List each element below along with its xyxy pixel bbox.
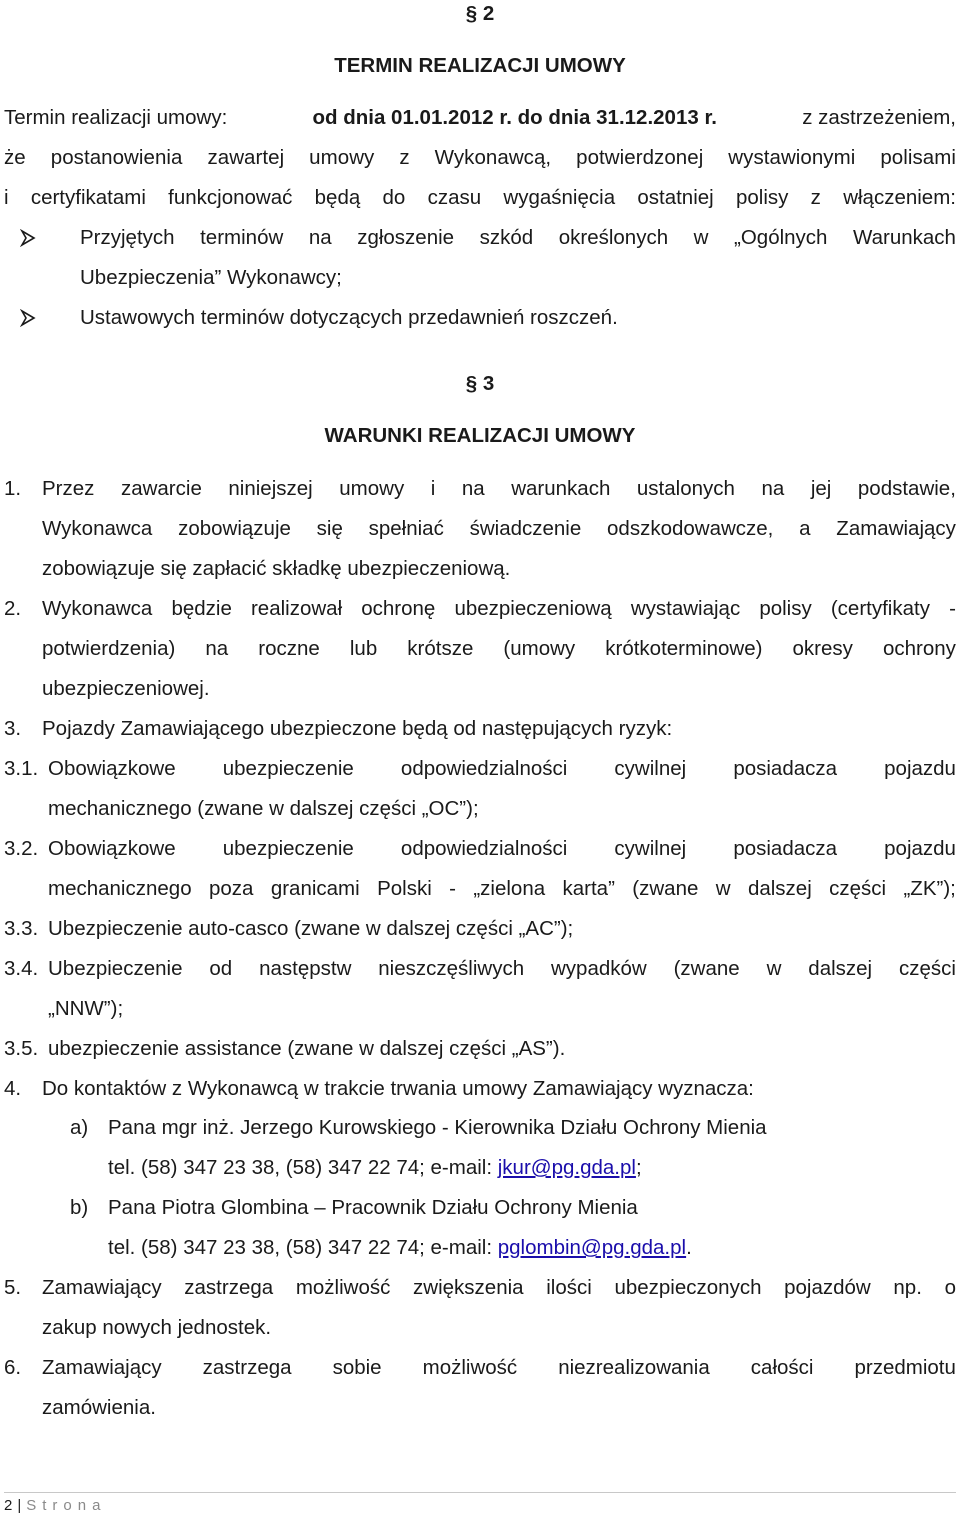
word: z — [399, 146, 410, 169]
sub-item-letter: b) — [70, 1196, 89, 1219]
word: na — [205, 637, 229, 660]
item-number: 1. — [4, 477, 22, 500]
word: będą — [314, 186, 361, 209]
paragraph-line: Pana Piotra Glombina – Pracownik Działu Ochrony Mienia — [108, 1196, 638, 1219]
page-number: 2 — [4, 1497, 13, 1514]
word: Przez — [42, 477, 95, 500]
word: zastrzega — [184, 1276, 274, 1299]
word: (zwane — [673, 957, 740, 980]
contact-line — [108, 1236, 692, 1260]
contact-line — [108, 1156, 642, 1180]
word: od — [209, 957, 233, 980]
item-number: 4. — [4, 1077, 22, 1100]
word: - — [949, 597, 956, 620]
word: krótkoterminowe) — [605, 637, 763, 660]
word: w — [766, 957, 782, 980]
bullet-item-line: Ustawowych terminów dotyczących przedawnień roszczeń. — [80, 306, 618, 329]
word: ubezpieczonych — [614, 1276, 762, 1299]
bullet-item-line — [80, 226, 956, 250]
word: na — [308, 226, 332, 249]
word: Wykonawca — [42, 597, 153, 620]
word: roczne — [258, 637, 320, 660]
word: Wykonawca — [42, 517, 153, 540]
word: certyfikatami — [30, 186, 146, 209]
word: posiadacza — [733, 837, 838, 860]
word: Obowiązkowe — [48, 757, 176, 780]
word: będzie — [171, 597, 232, 620]
word: włączeniem: — [843, 186, 956, 209]
word: ilości — [546, 1276, 592, 1299]
item-number: 3.4. — [4, 957, 39, 980]
paragraph-line — [4, 186, 956, 210]
item-number: 3.5. — [4, 1037, 39, 1060]
intro-prefix: Termin realizacji umowy: — [4, 106, 228, 129]
word: ochronę — [361, 597, 436, 620]
word: całości — [750, 1356, 814, 1379]
item-number: 3.2. — [4, 837, 39, 860]
word: karta” — [562, 877, 615, 900]
section-title: TERMIN REALIZACJI UMOWY — [334, 54, 626, 77]
word: krótsze — [407, 637, 474, 660]
word: się — [316, 517, 343, 540]
word: z — [810, 186, 821, 209]
word: „Ogólnych — [734, 226, 828, 249]
word: przedmiotu — [854, 1356, 956, 1379]
intro-dates: od dnia 01.01.2012 r. do dnia 31.12.2013 r. — [312, 106, 717, 129]
paragraph-line — [48, 757, 956, 781]
word: ubezpieczeniową — [454, 597, 612, 620]
email-link[interactable]: jkur@pg.gda.pl — [497, 1156, 636, 1179]
footer-separator: | — [17, 1497, 22, 1514]
paragraph-line — [42, 477, 956, 501]
word: zobowiązuje — [178, 517, 291, 540]
word: jej — [810, 477, 832, 500]
word: np. — [893, 1276, 922, 1299]
paragraph-line — [42, 1276, 956, 1300]
word: Ubezpieczenie — [48, 957, 183, 980]
word: Wykonawcą, — [434, 146, 552, 169]
word: cywilnej — [614, 837, 687, 860]
word: potwierdzonej — [576, 146, 704, 169]
word: możliwość — [295, 1276, 391, 1299]
word: zawartej — [207, 146, 285, 169]
item-number: 3. — [4, 717, 22, 740]
paragraph-line: Pojazdy Zamawiającego ubezpieczone będą od następujących ryzyk: — [42, 717, 673, 740]
word: - — [449, 877, 456, 900]
footer-divider — [4, 1492, 956, 1493]
word: na — [761, 477, 785, 500]
paragraph-line: zamówienia. — [42, 1396, 156, 1419]
word: pojazdów — [784, 1276, 871, 1299]
word: nieszczęśliwych — [378, 957, 525, 980]
contact-phone: tel. (58) 347 23 38, (58) 347 22 74; e-mail: — [108, 1236, 498, 1259]
word: do — [382, 186, 406, 209]
word: zawarcie — [120, 477, 202, 500]
word: (certyfikaty — [830, 597, 930, 620]
word: dalszej — [808, 957, 873, 980]
word: szkód — [479, 226, 534, 249]
email-link[interactable]: pglombin@pg.gda.pl — [497, 1236, 687, 1259]
paragraph-line: Pana mgr inż. Jerzego Kurowskiego - Kierownika Działu Ochrony Mienia — [108, 1116, 767, 1139]
word: postanowienia — [50, 146, 183, 169]
word: polisy — [759, 597, 812, 620]
word: ubezpieczenie — [222, 757, 354, 780]
bullet-item-line: Ubezpieczenia” Wykonawcy; — [80, 266, 342, 289]
word: zgłoszenie — [357, 226, 455, 249]
item-number: 3.3. — [4, 917, 39, 940]
word: ustalonych — [636, 477, 735, 500]
contact-phone: tel. (58) 347 23 38, (58) 347 22 74; e-mail: — [108, 1156, 498, 1179]
word: odpowiedzialności — [400, 757, 568, 780]
word: wypadków — [551, 957, 647, 980]
word: okresy — [792, 637, 853, 660]
word: polisy — [735, 186, 789, 209]
word: realizował — [250, 597, 343, 620]
word: sobie — [332, 1356, 382, 1379]
word: możliwość — [422, 1356, 518, 1379]
punctuation: . — [686, 1236, 692, 1259]
word: terminów — [200, 226, 284, 249]
word: poza — [208, 877, 254, 900]
word: i — [4, 186, 9, 209]
paragraph-line — [42, 1356, 956, 1380]
word: mechanicznego — [48, 877, 192, 900]
word: wystawionymi — [728, 146, 856, 169]
word: podstawie, — [857, 477, 956, 500]
arrow-bullet-icon — [20, 309, 36, 327]
word: umowy — [309, 146, 375, 169]
word: wystawiając — [630, 597, 741, 620]
section-title: WARUNKI REALIZACJI UMOWY — [324, 424, 636, 447]
paragraph-line: ubezpieczenie assistance (zwane w dalszej części „AS”). — [48, 1037, 566, 1060]
word: odpowiedzialności — [400, 837, 568, 860]
paragraph-line: ubezpieczeniowej. — [42, 677, 210, 700]
item-number: 5. — [4, 1276, 22, 1299]
word: a — [799, 517, 811, 540]
word: umowy — [339, 477, 405, 500]
word: granicami — [270, 877, 360, 900]
paragraph-line: zakup nowych jednostek. — [42, 1316, 272, 1339]
word: części — [899, 957, 956, 980]
intro-line — [4, 106, 956, 130]
word: określonych — [558, 226, 669, 249]
word: potwierdzenia) — [42, 637, 176, 660]
section-number: § 3 — [465, 372, 495, 395]
page-label: Strona — [26, 1497, 107, 1514]
item-number: 6. — [4, 1356, 22, 1379]
item-number: 2. — [4, 597, 22, 620]
word: czasu — [427, 186, 482, 209]
word: odszkodowawcze, — [607, 517, 774, 540]
word: cywilnej — [614, 757, 687, 780]
word: „ZK”); — [903, 877, 956, 900]
paragraph-line: „NNW”); — [48, 997, 124, 1020]
word: Zamawiający — [42, 1276, 162, 1299]
word: spełniać — [368, 517, 444, 540]
word: warunkach — [511, 477, 611, 500]
word: świadczenie — [469, 517, 582, 540]
word: na — [461, 477, 485, 500]
paragraph-line: zobowiązuje się zapłacić składkę ubezpieczeniową. — [42, 557, 511, 580]
word: że — [4, 146, 26, 169]
item-number: 3.1. — [4, 757, 39, 780]
word: pojazdu — [884, 837, 956, 860]
word: ochrony — [882, 637, 956, 660]
word: pojazdu — [884, 757, 956, 780]
section-number: § 2 — [465, 2, 495, 25]
word: (zwane — [632, 877, 699, 900]
word: w — [715, 877, 731, 900]
paragraph-line — [42, 597, 956, 621]
word: Przyjętych — [80, 226, 175, 249]
word: polisami — [880, 146, 956, 169]
word: „zielona — [473, 877, 546, 900]
word: Obowiązkowe — [48, 837, 176, 860]
word: Polski — [377, 877, 432, 900]
paragraph-line — [48, 877, 956, 901]
word: (umowy — [503, 637, 576, 660]
word: wygaśnięcia — [503, 186, 616, 209]
word: lub — [349, 637, 378, 660]
word: w — [693, 226, 709, 249]
word: i — [430, 477, 436, 500]
arrow-bullet-icon — [20, 229, 36, 247]
word: niniejszej — [228, 477, 313, 500]
page-footer — [4, 1497, 106, 1515]
word: zwiększenia — [413, 1276, 524, 1299]
word: zastrzega — [202, 1356, 292, 1379]
word: części — [829, 877, 887, 900]
paragraph-line: Ubezpieczenie auto-casco (zwane w dalszej części „AC”); — [48, 917, 574, 940]
punctuation: ; — [635, 1156, 642, 1179]
word: funkcjonować — [168, 186, 293, 209]
sub-item-letter: a) — [70, 1116, 89, 1139]
word: posiadacza — [733, 757, 838, 780]
paragraph-line — [48, 957, 956, 981]
word: ubezpieczenie — [222, 837, 354, 860]
word: ostatniej — [637, 186, 714, 209]
paragraph-line: Do kontaktów z Wykonawcą w trakcie trwania umowy Zamawiający wyznacza: — [42, 1077, 754, 1100]
word: następstw — [259, 957, 352, 980]
paragraph-line — [48, 837, 956, 861]
paragraph-line: mechanicznego (zwane w dalszej części „OC”); — [48, 797, 479, 820]
word: dalszej — [747, 877, 812, 900]
word: niezrealizowania — [558, 1356, 710, 1379]
word: o — [944, 1276, 956, 1299]
intro-suffix: z zastrzeżeniem, — [802, 106, 956, 129]
word: Zamawiający — [42, 1356, 162, 1379]
word: Zamawiający — [836, 517, 956, 540]
paragraph-line — [4, 146, 956, 170]
paragraph-line — [42, 517, 956, 541]
paragraph-line — [42, 637, 956, 661]
word: Warunkach — [853, 226, 956, 249]
